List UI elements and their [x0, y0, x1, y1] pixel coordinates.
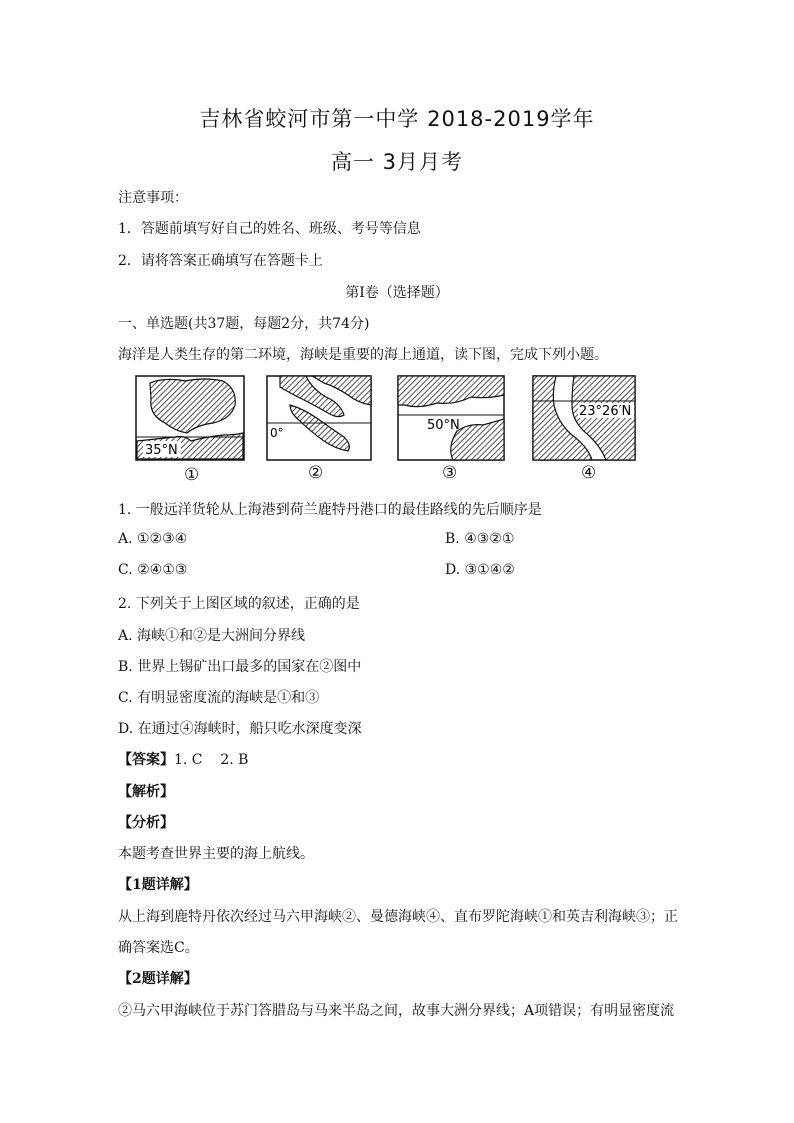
notes-item-2: 2．请将答案正确填写在答题卡上: [118, 253, 323, 269]
map-3: [397, 375, 505, 461]
detail-2-heading: 【2题详解】: [118, 971, 198, 987]
question-1-option-a: A. ①②③④: [118, 531, 188, 547]
intro-text: 海洋是人类生存的第二环境，海峡是重要的海上通道，读下图，完成下列小题。: [118, 347, 608, 363]
map-1-latitude: 35°N: [145, 443, 178, 458]
map-1-label: ①: [184, 465, 200, 485]
map-1: [135, 375, 245, 461]
part-heading: 一、单选题(共37题，每题2分，共74分): [118, 316, 370, 332]
map-3-label: ③: [442, 463, 458, 483]
question-2-option-b: B. 世界上锡矿出口最多的国家在②图中: [118, 659, 362, 675]
title-line-1: 吉林省蛟河市第一中学 2018-2019学年: [199, 107, 595, 131]
question-2-option-a: A. 海峡①和②是大洲间分界线: [118, 628, 306, 644]
question-1-stem: 1. 一般远洋货轮从上海港到荷兰鹿特丹港口的最佳路线的先后顺序是: [118, 502, 542, 518]
answer-label: 【答案】: [118, 752, 174, 768]
question-2-stem: 2. 下列关于上图区域的叙述，正确的是: [118, 596, 360, 612]
strait-maps-figure: [135, 375, 655, 487]
fenxi-heading: 【分析】: [118, 815, 174, 831]
detail-1-line-2: 确答案选C。: [118, 940, 199, 956]
map-2-label: ②: [308, 463, 324, 483]
analysis-summary: 本题考查世界主要的海上航线。: [118, 846, 314, 862]
question-2-option-d: D. 在通过④海峡时，船只吃水深度变深: [118, 721, 362, 737]
notes-item-1: 1．答题前填写好自己的姓名、班级、考号等信息: [118, 221, 421, 237]
question-2-option-c: C. 有明显密度流的海峡是①和③: [118, 690, 320, 706]
notes-heading: 注意事项：: [118, 190, 188, 206]
answer-row: [118, 749, 248, 769]
map-4: [532, 375, 636, 461]
answer-text: 1. C 2. B: [174, 752, 249, 768]
question-1-option-d: D. ③①④②: [445, 562, 515, 578]
map-2-latitude: 0°: [270, 426, 284, 440]
title-line-2: 高一 3月月考: [330, 150, 464, 174]
detail-1-line-1: 从上海到鹿特丹依次经过马六甲海峡②、曼德海峡④、直布罗陀海峡①和英吉利海峡③；正: [118, 909, 678, 925]
question-1-option-b: B. ④③②①: [445, 531, 515, 547]
volume-heading: 第I卷（选择题）: [345, 285, 449, 301]
question-1-option-c: C. ②④①③: [118, 562, 188, 578]
map-4-latitude: 23°26′N: [579, 404, 632, 419]
map-3-latitude: 50°N: [427, 418, 460, 433]
analysis-heading: 【解析】: [118, 784, 174, 800]
detail-2-line-1: ②马六甲海峡位于苏门答腊岛与马来半岛之间，故事大洲分界线；A项错误；有明显密度流: [118, 1003, 675, 1019]
detail-1-heading: 【1题详解】: [118, 877, 198, 893]
map-2: [266, 375, 372, 461]
map-4-label: ④: [581, 463, 597, 483]
